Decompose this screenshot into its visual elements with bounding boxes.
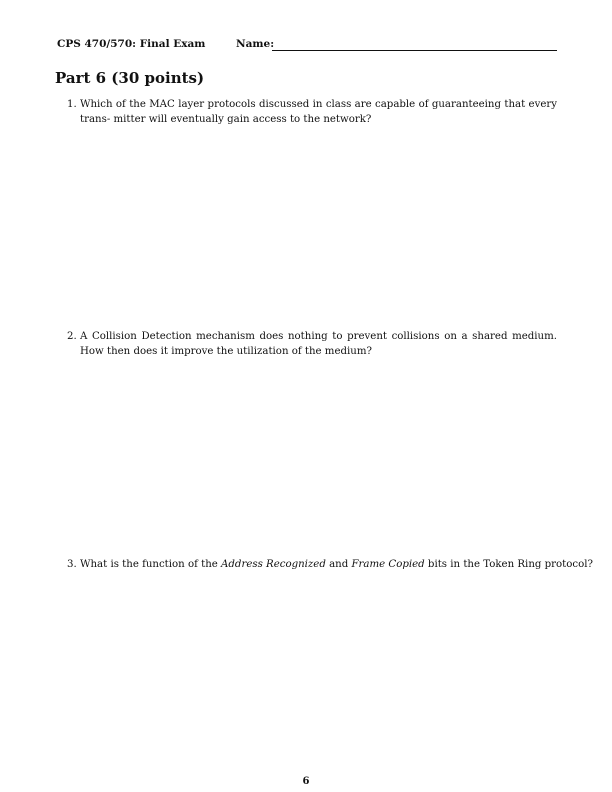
question-3-text [80,557,593,572]
question-1-number: 1. [67,99,77,110]
question-2-number: 2. [67,331,77,342]
exam-course-title: CPS 470/570: Final Exam [57,38,206,50]
question-1-text: Which of the MAC layer protocols discussed in class are capable of guaranteeing that every trans- mitter will eventually gain access to the network? [80,99,557,125]
question-2-text: A Collision Detection mechanism does nothing to prevent collisions on a shared medium. How then does it improve the utilization of the medium? [80,331,557,357]
answer-space-3[interactable] [80,580,557,760]
answer-space-1[interactable] [80,130,557,320]
name-label: Name: [236,38,275,50]
question-3-text-mid: and [325,559,352,570]
question-3-number: 3. [67,559,77,570]
name-blank-line[interactable] [272,50,557,51]
term-address-recognized: Address Recognized [221,559,326,570]
page-number: 6 [302,776,310,787]
answer-space-2[interactable] [80,362,557,552]
term-frame-copied: Frame Copied [351,559,425,570]
part-title: Part 6 (30 points) [55,69,205,87]
question-3-text-after: bits in the Token Ring protocol? [424,559,593,570]
question-3-text-before: What is the function of the [80,559,222,570]
